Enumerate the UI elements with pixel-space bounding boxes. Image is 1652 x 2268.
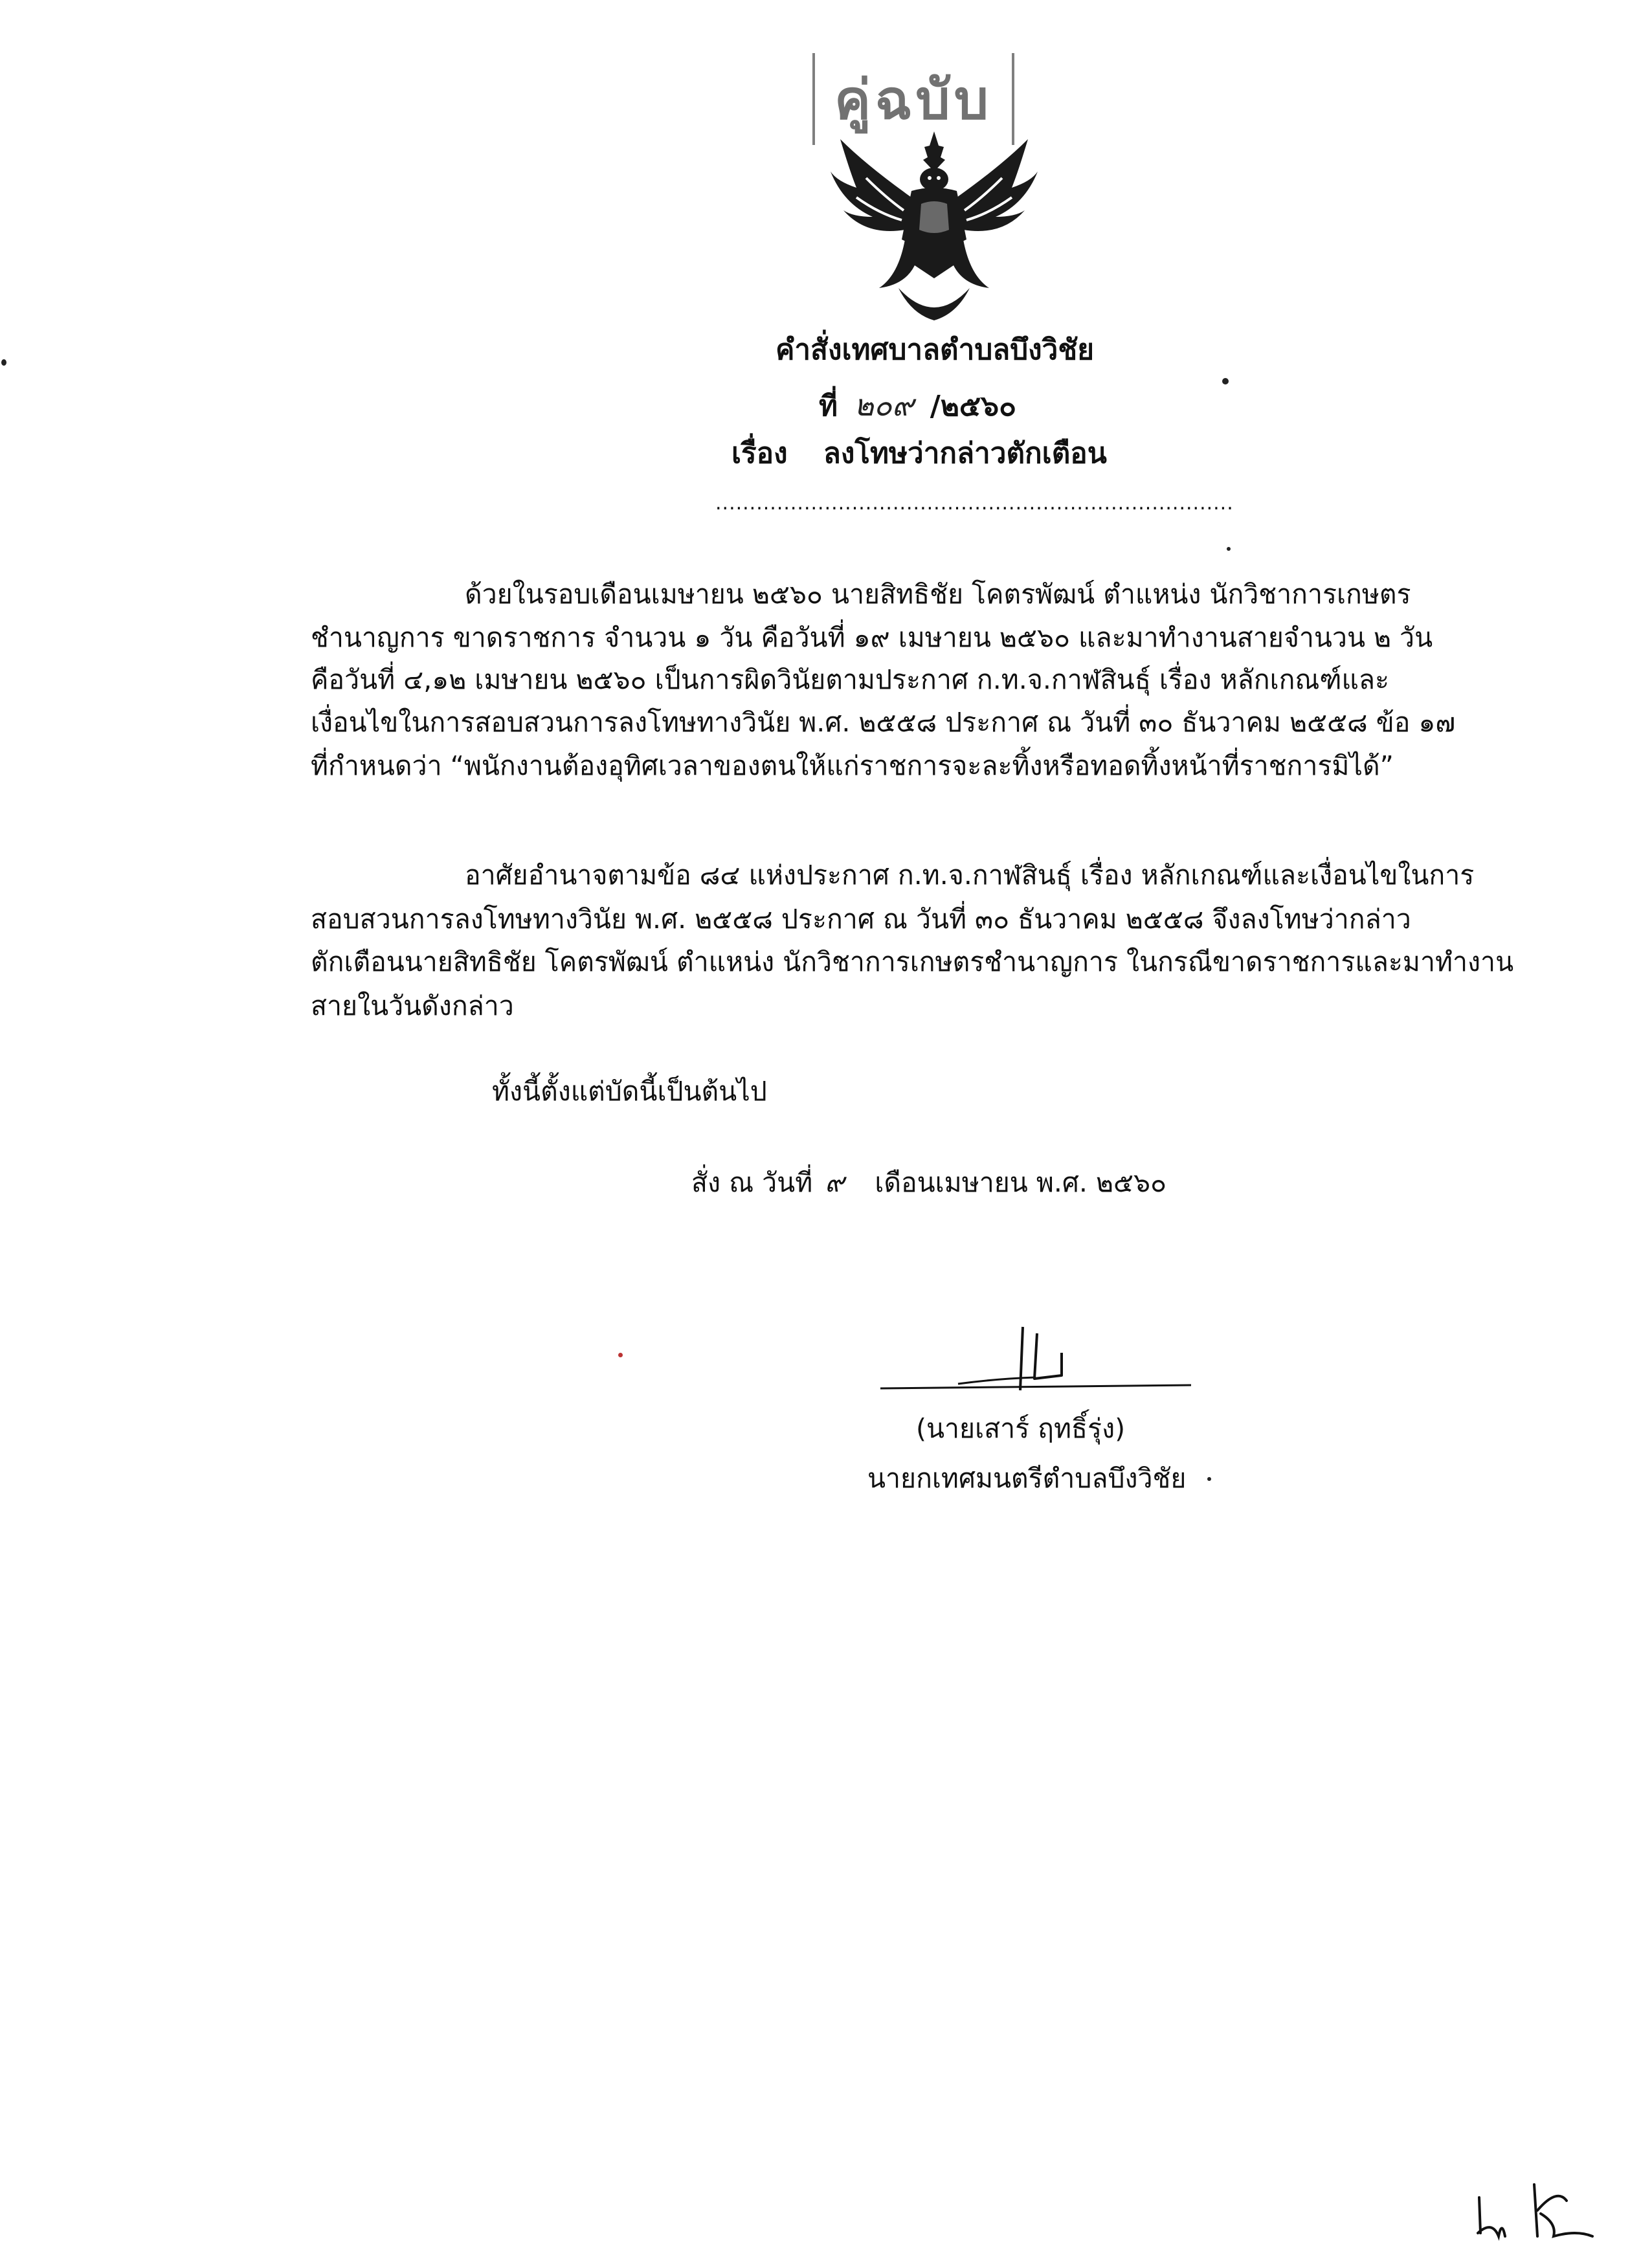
order-number-suffix: /๒๕๖๐ <box>930 390 1016 423</box>
p2-line: สอบสวนการลงโทษทางวินัย พ.ศ. ๒๕๕๘ ประกาศ ณ วันที่ ๓๐ ธันวาคม ๒๕๕๘ จึงลงโทษว่ากล่าว <box>311 904 1411 935</box>
order-number-prefix: ที่ <box>819 390 838 423</box>
handwritten-signature <box>867 1314 1204 1398</box>
signatory-position: นายกเทศมนตรีตำบลบึงวิชัย <box>867 1463 1187 1494</box>
speck <box>1227 547 1231 551</box>
subject-label: เรื่อง <box>731 437 788 470</box>
p1-line: ที่กำหนดว่า “พนักงานต้องอุทิศเวลาของตนให้แก่ราชการจะละทิ้งหรือทอดทิ้งหน้าที่ราชการมิได้” <box>311 750 1394 781</box>
p1-line: ด้วยในรอบเดือนเมษายน ๒๕๖๐ นายสิทธิชัย โคตรพัฒน์ ตำแหน่ง นักวิชาการเกษตร <box>465 579 1411 610</box>
effective-clause: ทั้งนี้ตั้งแต่บัดนี้เป็นต้นไป <box>492 1076 767 1107</box>
p2-line: ตักเตือนนายสิทธิชัย โคตรพัฒน์ ตำแหน่ง นักวิชาการเกษตรชำนาญการ ในกรณีขาดราชการและมาทำงาน <box>311 946 1514 977</box>
order-number <box>819 382 1016 429</box>
signatory-name: (นายเสาร์ ฤทธิ์รุ่ง) <box>916 1413 1126 1444</box>
p1-line: คือวันที่ ๔,๑๒ เมษายน ๒๕๖๐ เป็นการผิดวินัยตามประกาศ ก.ท.จ.กาฬสินธุ์ เรื่อง หลักเกณฑ์และ <box>311 664 1390 695</box>
speck <box>1 359 6 366</box>
subject-text: ลงโทษว่ากล่าวตักเตือน <box>823 437 1107 470</box>
dotted-divider: ............................................................................ <box>715 492 1234 515</box>
copy-stamp: คู่ฉบับ <box>812 53 1014 145</box>
order-title: คำสั่งเทศบาลตำบลบึงวิชัย <box>776 333 1094 366</box>
speck <box>618 1353 623 1357</box>
date-month-year: เดือนเมษายน พ.ศ. ๒๕๖๐ <box>875 1167 1167 1198</box>
p1-line: ชำนาญการ ขาดราชการ จำนวน ๑ วัน คือวันที่ ๑๙ เมษายน ๒๕๖๐ และมาทำงานสายจำนวน ๒ วัน <box>311 622 1433 653</box>
order-date <box>691 1162 1166 1204</box>
order-number-handwritten: ๒๐๙ <box>854 388 914 423</box>
p1-line: เงื่อนไขในการสอบสวนการลงโทษทางวินัย พ.ศ. ๒๕๕๘ ประกาศ ณ วันที่ ๓๐ ธันวาคม ๒๕๕๘ ข้อ ๑๗ <box>311 707 1456 738</box>
handwritten-initials <box>1473 2175 1602 2246</box>
date-day-handwritten: ๙ <box>825 1167 845 1198</box>
order-subject <box>731 430 1107 476</box>
p2-line: สายในวันดังกล่าว <box>311 990 514 1021</box>
speck <box>1222 378 1229 384</box>
p2-line: อาศัยอำนาจตามข้อ ๘๔ แห่งประกาศ ก.ท.จ.กาฬสินธุ์ เรื่อง หลักเกณฑ์และเงื่อนไขในการ <box>465 860 1475 891</box>
date-prefix: สั่ง ณ วันที่ <box>691 1167 813 1198</box>
garuda-emblem-icon <box>827 126 1041 327</box>
speck <box>1207 1477 1211 1481</box>
